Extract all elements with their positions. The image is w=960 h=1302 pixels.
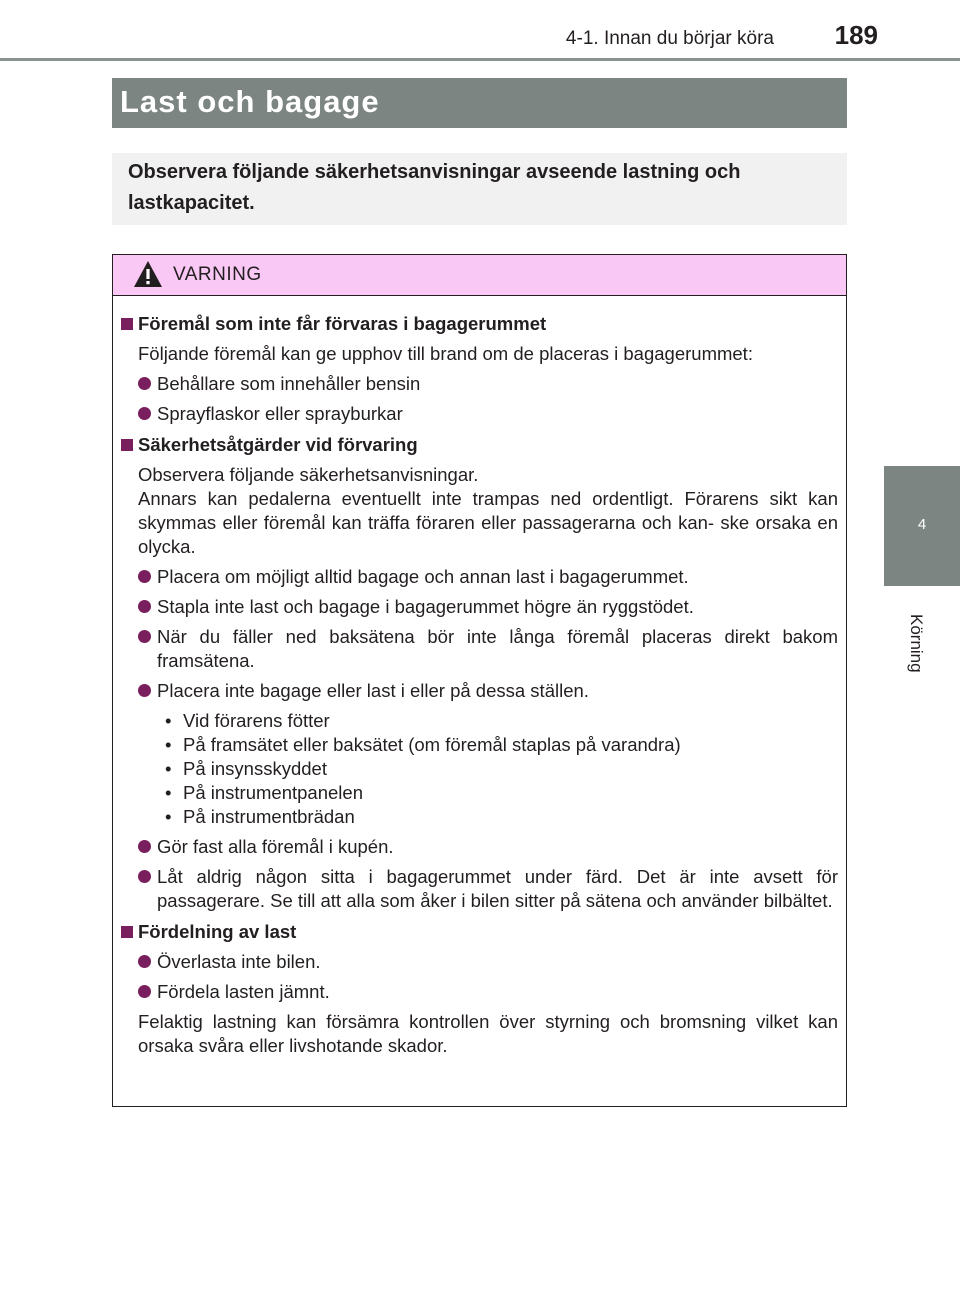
round-bullet-icon: [138, 870, 151, 883]
section-forbidden-items: [121, 312, 838, 426]
warning-box: [112, 254, 847, 1107]
list-item: Fördela lasten jämnt.: [121, 980, 838, 1004]
sub-list-item: • På instrumentbrädan: [165, 806, 355, 827]
sub-list-item: • På instrumentpanelen: [165, 782, 363, 803]
list-item: Stapla inte last och bagage i bagagerummet högre än ryggstödet.: [121, 595, 838, 619]
list-item: När du fäller ned baksätena bör inte långa föremål placeras direkt bakom framsätena.: [121, 625, 838, 673]
warning-title: VARNING: [173, 264, 262, 285]
header-rule: [0, 58, 960, 61]
section-intro: Observera följande säkerhetsanvisningar. Annars kan pedalerna eventuellt inte trampas ned ordentligt. Förarens sikt kan skymmas eller föremål kan träffa föraren eller passagerarna och kan- ske orsaka en olycka.: [138, 464, 838, 557]
round-bullet-icon: [138, 377, 151, 390]
round-bullet-icon: [138, 407, 151, 420]
square-bullet-icon: [121, 926, 133, 938]
sub-list-item: • På insynsskyddet: [165, 758, 327, 779]
list-item: Sprayflaskor eller sprayburkar: [121, 402, 838, 426]
title-bar: [112, 78, 847, 128]
list-item: Överlasta inte bilen.: [121, 950, 838, 974]
header-section-title: 4-1. Innan du börjar köra: [565, 28, 774, 49]
section-outro: Felaktig lastning kan försämra kontrollen över styrning och bromsning vilket kan orsaka svåra eller livshotande skador.: [138, 1011, 838, 1056]
section-storage-precautions: [121, 433, 838, 913]
round-bullet-icon: [138, 600, 151, 613]
square-bullet-icon: [121, 318, 133, 330]
warning-header: [113, 255, 846, 296]
sub-list: [121, 709, 838, 829]
page-number: 189: [834, 20, 878, 50]
page-title: Last och bagage: [120, 84, 380, 119]
intro-box: [112, 153, 847, 225]
chapter-tab-number: 4: [917, 516, 927, 533]
list-item: Gör fast alla föremål i kupén.: [121, 835, 838, 859]
section-heading: Säkerhetsåtgärder vid förvaring: [121, 433, 838, 457]
round-bullet-icon: [138, 985, 151, 998]
section-intro: Följande föremål kan ge upphov till brand om de placeras i bagagerummet:: [138, 343, 753, 364]
round-bullet-icon: [138, 955, 151, 968]
round-bullet-icon: [138, 684, 151, 697]
intro-text: Observera följande säkerhetsanvisningar avseende lastning och lastkapacitet.: [128, 161, 741, 214]
section-heading: Föremål som inte får förvaras i bagagerummet: [121, 312, 838, 336]
sub-list-item: • På framsätet eller baksätet (om föremål staplas på varandra): [165, 734, 681, 755]
list-item: Behållare som innehåller bensin: [121, 372, 838, 396]
warning-triangle-icon: [133, 260, 163, 288]
list-item: Låt aldrig någon sitta i bagagerummet under färd. Det är inte avsett för passagerare. Se till att alla som åker i bilen sitter på sätena och använder bilbältet.: [121, 865, 838, 913]
round-bullet-icon: [138, 840, 151, 853]
warning-body: [113, 296, 846, 1058]
section-load-distribution: [121, 920, 838, 1058]
square-bullet-icon: [121, 439, 133, 451]
list-item: Placera inte bagage eller last i eller på dessa ställen.: [121, 679, 838, 703]
round-bullet-icon: [138, 630, 151, 643]
round-bullet-icon: [138, 570, 151, 583]
list-item: Placera om möjligt alltid bagage och annan last i bagagerummet.: [121, 565, 838, 589]
section-heading: Fördelning av last: [121, 920, 838, 944]
chapter-label: Körning: [907, 614, 926, 673]
sub-list-item: • Vid förarens fötter: [165, 710, 330, 731]
